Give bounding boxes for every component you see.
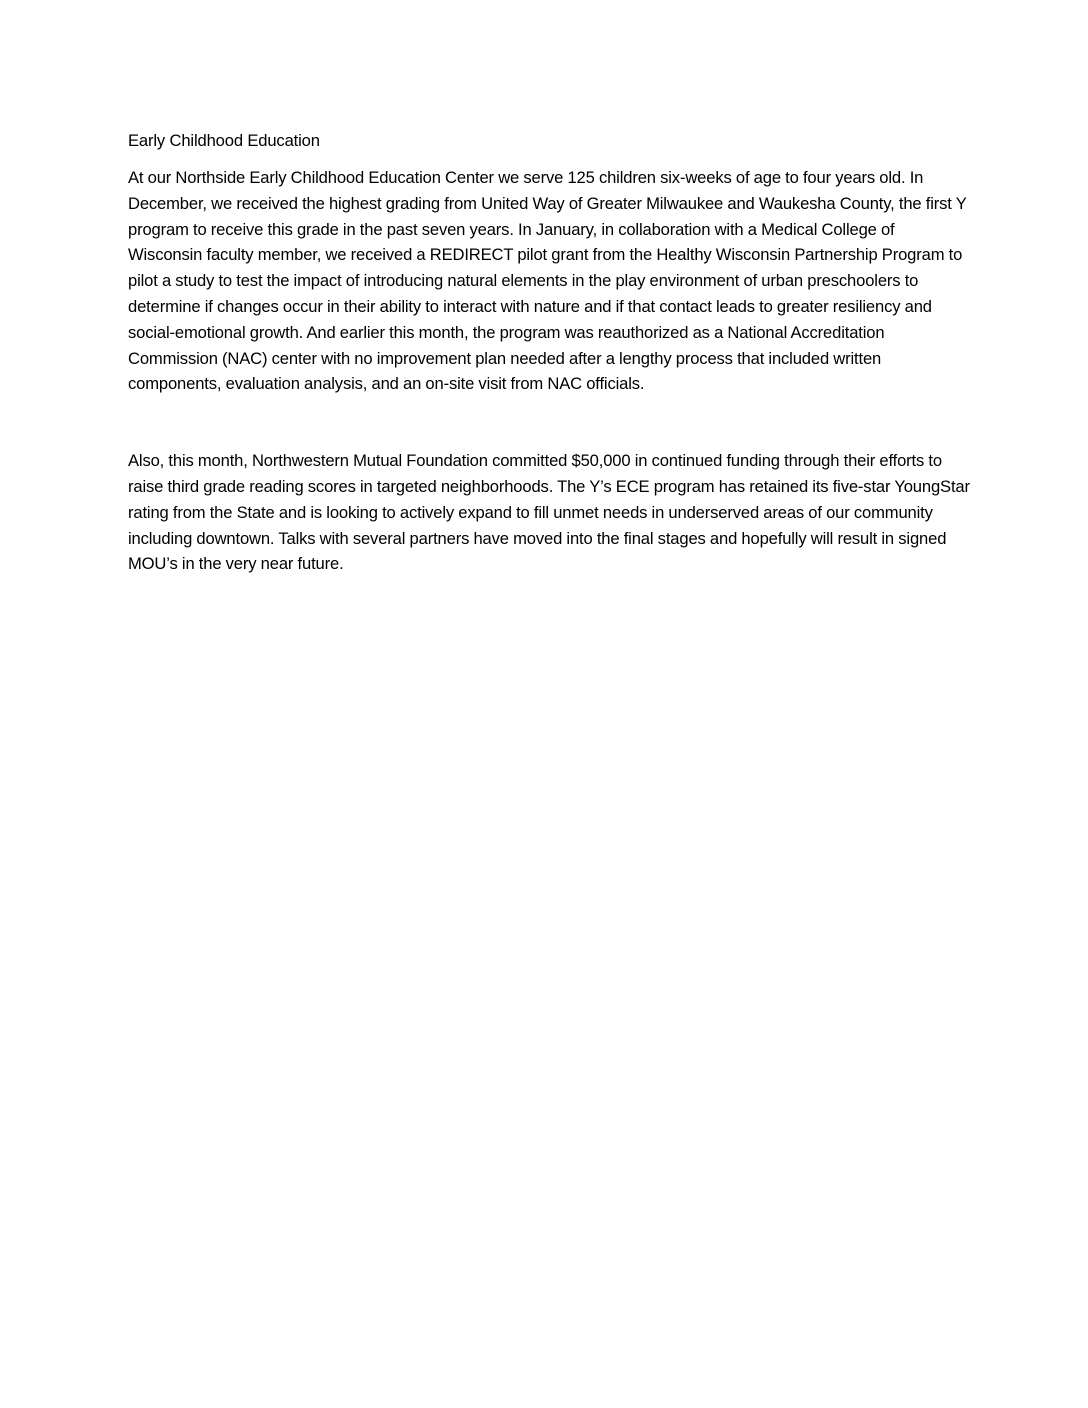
paragraph-funding-update: Also, this month, Northwestern Mutual Foundation committed $50,000 in continued funding through their efforts to raise third grade reading scores in targeted neighborhoods. The Y’s ECE program has retained its five-star YoungStar rating from the State and is looking to actively expand to fill unmet needs in underserved areas of our community including downtown. Talks with several partners have moved into the final stages and hopefully will result in signed MOU’s in the very near future. — [128, 451, 970, 574]
document-heading: Early Childhood Education — [128, 131, 320, 150]
paragraph-early-childhood-center: At our Northside Early Childhood Education Center we serve 125 children six-weeks of age to four years old. In December, we received the highest grading from United Way of Greater Milwaukee and Waukesha County, the first Y program to receive this grade in the past seven years. In January, in collaboration with a Medical College of Wisconsin faculty member, we received a REDIRECT pilot grant from the Healthy Wisconsin Partnership Program to pilot a study to test the impact of introducing natural elements in the play environment of urban preschoolers to determine if changes occur in their ability to interact with nature and if that contact leads to greater resiliency and social-emotional growth. And earlier this month, the program was reauthorized as a National Accreditation Commission (NAC) center with no improvement plan needed after a lengthy process that included written components, evaluation analysis, and an on-site visit from NAC officials. — [128, 168, 967, 394]
document-body — [128, 128, 973, 577]
